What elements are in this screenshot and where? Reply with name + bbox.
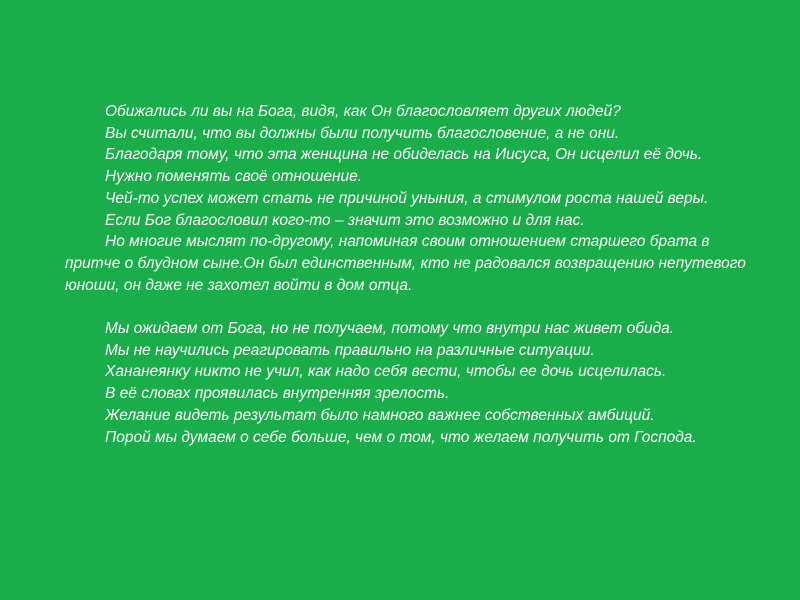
paragraph-7: Но многие мыслят по-другому, напоминая своим отношением старшего брата в притче о блудном сыне.Он был единственным, кто не радовался возвращению непутевого юноши, он даже не захотел войти в дом отца. [65, 233, 746, 294]
paragraph-9: Мы не научились реагировать правильно на различные ситуации. [105, 341, 595, 359]
paragraph-2: Вы считали, что вы должны были получить благословение, а не они. [105, 124, 620, 142]
paragraph-spacer [65, 296, 755, 318]
text-block [65, 101, 755, 448]
paragraph-13: Порой мы думаем о себе больше, чем о том, что желаем получить от Господа. [105, 428, 697, 446]
paragraph-1: Обижались ли вы на Бога, видя, как Он благословляет других людей? [105, 103, 621, 120]
paragraph-10: Хананеянку никто не учил, как надо себя вести, чтобы ее дочь исцелилась. [105, 363, 667, 381]
paragraph-4: Нужно поменять своё отношение. [105, 168, 363, 186]
paragraph-11: В её словах проявилась внутренняя зрелость. [105, 385, 450, 403]
paragraph-8: Мы ожидаем от Бога, но не получаем, потому что внутри нас живет обида. [105, 320, 675, 338]
paragraph-3: Благодаря тому, что эта женщина не обиделась на Иисуса, Он исцелил её дочь. [105, 146, 703, 164]
paragraph-6: Если Бог благословил кого-то – значит это возможно и для нас. [105, 211, 585, 229]
paragraph-5: Чей-то успех может стать не причиной уныния, а стимулом роста нашей веры. [105, 189, 709, 207]
paragraph-12: Желание видеть результат было намного важнее собственных амбиций. [105, 406, 655, 424]
